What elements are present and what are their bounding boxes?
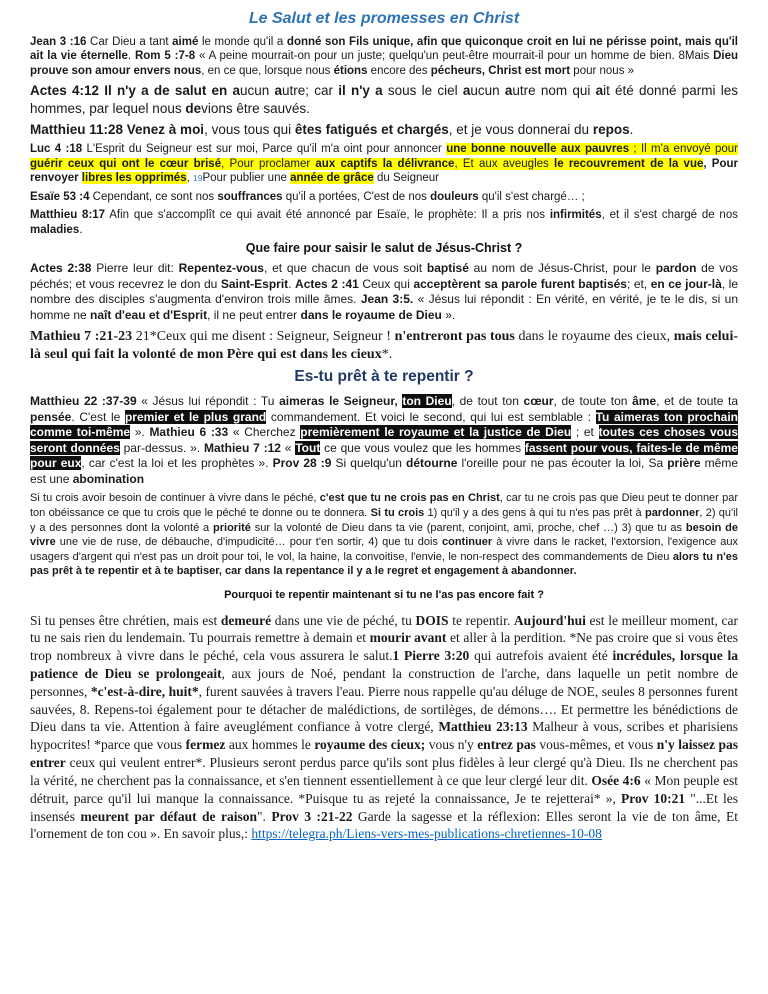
text-run: ».	[441, 307, 456, 322]
text-run: pensée	[30, 409, 72, 424]
text-run: Actes 2:38	[30, 261, 92, 276]
text-run: le recouvrement de la vue	[554, 157, 704, 170]
text-run: au nom de Jésus-Christ, pour le	[468, 261, 656, 276]
text-run: Rom 5 :7-8	[134, 50, 196, 63]
text-run: ,	[186, 172, 193, 185]
text-run: Actes 4:12 Il n'y a de salut en a	[30, 83, 241, 99]
text-run: , de tout ton	[451, 393, 524, 408]
paragraph-matthieu-11-28	[30, 121, 738, 138]
text-run: , vous tous qui	[204, 121, 295, 137]
text-run: premièrement le royaume et la justice de Dieu	[300, 425, 572, 440]
text-run: 21*Ceux qui me disent : Seigneur, Seigneur !	[135, 328, 395, 344]
text-run: utre nom qui	[512, 83, 596, 99]
text-run: 1 Pierre 3:20	[392, 648, 470, 664]
text-run: Si quelqu'un	[331, 456, 407, 471]
text-run: Repentez-vous	[178, 261, 264, 276]
text-run: Jean 3:5.	[360, 292, 414, 307]
text-run: DOIS	[415, 612, 449, 628]
paragraph-matthieu-8-17	[30, 208, 738, 237]
text-run: Actes 2 :41	[295, 276, 359, 291]
text-run: pour nous »	[570, 64, 635, 77]
text-run: Si tu penses être chrétien, mais est	[30, 612, 221, 628]
text-run: à vivre dans le racket, l'extorsion, l'exigence aux usagers d'argent qui n'est pas un droit pour toi, le vol, la haine, la convoitise, l'envie, le non-respect des commandements de Dieu	[30, 536, 738, 563]
text-run: Matthieu 22 :37-39	[30, 393, 137, 408]
text-run: maladies	[30, 223, 80, 236]
text-run: ; Il m'a envoyé pour	[629, 143, 738, 156]
text-run: , en ce que, lorsque nous	[201, 64, 334, 77]
heading-que-faire: Que faire pour saisir le salut de Jésus-Christ ?	[245, 241, 523, 256]
text-run: de	[185, 100, 202, 116]
text-run: « A peine mourrait-on pour un juste; quelqu'un peut-être mourrait-il pour un homme de bien. 8Mais	[195, 50, 714, 63]
text-run: ceux qui veulent entrer*. Plusieurs seront perdus parce qu'ils sont plus fidèles à leur clergé qu'à Dieu. Ils ne cherchent pas la vérité, ne cherchent pas la connaissance, et s'en tiennent essentiellement à ce que leur clergé leur dit.	[30, 755, 738, 788]
text-run: souffrances	[217, 190, 283, 203]
text-run: qu'il s'est chargé… ;	[478, 190, 585, 203]
heading-pourquoi-repentir: Pourquoi te repentir maintenant si tu ne l'as pas encore fait ?	[224, 588, 544, 601]
text-run: n'y laissez pas entrer	[30, 737, 738, 771]
text-run: fassent pour vous, faites-le de même pour eux	[30, 440, 738, 471]
text-run: , Et aux aveugles	[454, 157, 554, 170]
text-run: âme	[632, 393, 657, 408]
text-run: « Mon peuple est détruit, parce qu'il lui manque la connaissance. *Puisque tu as rejeté la connaissance, Je te rejetterai* »,	[30, 772, 738, 806]
text-run: Tu aimeras ton prochain comme toi-même	[30, 409, 738, 440]
paragraph-final	[30, 612, 738, 844]
text-run: meurent par défaut de raison	[80, 808, 257, 824]
text-run: , aux jours de Noé, pendant la construction de l'arche, dans laquelle un petit nombre de personnes,	[30, 666, 738, 699]
text-run: a	[595, 83, 604, 99]
text-run: l'oreille pour ne pas écouter la loi, Sa	[457, 456, 668, 471]
text-run: Aujourd'hui	[513, 612, 586, 628]
text-run: premier et le plus grand	[124, 409, 267, 424]
text-run: , et que chacun de vous soit	[263, 261, 427, 276]
text-run: Si tu crois avoir besoin de continuer à vivre dans le péché,	[30, 492, 320, 505]
text-run: et aller à la perdition. *Ne pas croire que si vous êtes trop nombreux à vivre dans le péché, cela vous assurera le salut.	[30, 630, 739, 664]
text-run: qui autrefois avaient été	[469, 648, 613, 664]
text-run: vions être sauvés.	[201, 100, 310, 116]
text-run: sous le ciel	[382, 83, 463, 99]
text-run: royaume des cieux;	[314, 737, 426, 753]
text-run: Tout	[295, 440, 321, 455]
text-run: Prov 10:21	[621, 790, 686, 806]
text-run: Prov 28 :9	[272, 456, 332, 471]
text-run: Esaïe 53 :4	[30, 190, 90, 203]
text-run: libres les opprimés	[81, 172, 187, 185]
text-run: dans le royaume des cieux,	[514, 328, 674, 344]
text-run: te repentir.	[448, 612, 514, 628]
text-run: alors tu n'es pas prêt à te repentir et à te baptiser, car dans la repentance il y a le regret et engagement à abandonner.	[30, 550, 738, 578]
text-run: it été donné parmi les hommes, par lequel nous	[30, 83, 739, 116]
text-run: , Pour proclamer	[221, 157, 316, 170]
text-run: Jean 3 :16	[30, 36, 91, 48]
text-run: guérir ceux qui ont le cœur brisé	[30, 157, 222, 170]
telegraph-link[interactable]: https://telegra.ph/Liens-vers-mes-publications-chretiennes-10-08	[251, 826, 602, 842]
text-run: « Cherchez	[228, 425, 301, 440]
text-run: une bonne nouvelle aux pauvres	[446, 143, 630, 156]
text-run: , de toute ton	[553, 393, 633, 408]
text-run: douleurs	[430, 190, 479, 203]
text-run: est le meilleur moment, car tu ne sais rien du lendemain. Tu pourrais remettre à demain et	[30, 612, 738, 646]
text-run: vous n'y	[425, 737, 478, 753]
text-run: Mathieu 7 :21-23	[30, 328, 136, 344]
text-run: Ceux qui	[358, 276, 414, 291]
text-run: abomination	[72, 471, 145, 486]
text-run: , 2) qu'il y a des personnes dont la volonté a	[30, 506, 738, 534]
text-run: .	[629, 121, 634, 137]
text-run: Osée 4:6	[591, 772, 641, 788]
paragraph-actes-4-12	[30, 82, 738, 117]
paragraph-luc-4-18	[30, 142, 738, 185]
text-run: sur la volonté de Dieu dans ta vie (parent, conjoint, ami, proche, chef …) 3) que tu as	[250, 521, 686, 534]
text-run: il n'y a	[338, 83, 383, 99]
text-run: Cependant, ce sont nos	[89, 190, 218, 203]
text-run: « Jésus lui répondit : En vérité, en vérité, je te le dis, si un homme ne	[30, 292, 738, 322]
paragraph-jean-3-16-rom-5-7-8	[30, 35, 738, 78]
text-run: «	[280, 440, 296, 455]
text-run: étions	[333, 64, 368, 77]
text-run: toutes ces choses vous seront données	[30, 425, 739, 455]
text-run: a	[274, 83, 283, 99]
text-run: utre; car	[282, 83, 339, 99]
text-run: aux hommes le	[225, 737, 315, 753]
document-title: Le Salut et les promesses en Christ	[248, 10, 520, 27]
text-run: , car c'est la loi et les prophètes ».	[81, 456, 273, 471]
text-run: mourir avant	[369, 630, 447, 646]
text-run: par-dessus. ».	[119, 440, 204, 455]
text-run: , car tu ne crois pas que Dieu peut te donner par ton obéissance ce que tu crois que le péché te donne ou te donnera.	[30, 492, 738, 519]
text-run: aimeras le Seigneur,	[279, 393, 403, 408]
text-run: Matthieu 8:17	[30, 209, 106, 222]
text-run: besoin de vivre	[30, 521, 739, 549]
text-run: vous-mêmes, et vous	[535, 737, 657, 753]
text-run: ce que vous voulez que les hommes	[320, 440, 525, 455]
text-run: incrédules, lorsque la patience de Dieu se prolongeait	[30, 648, 738, 681]
text-run: en ce jour-là	[650, 276, 722, 291]
text-run: une vie de ruse, de débauche, d'impudicité… pour t'en sortir, 4) que tu dois	[55, 536, 442, 549]
heading-es-tu-pret: Es-tu prêt à te repentir ?	[294, 367, 474, 385]
text-run: ».	[130, 425, 150, 440]
text-run: Afin que s'accomplît ce qui avait été annoncé par Esaïe, le prophète: Il a pris nos	[105, 209, 550, 222]
text-run: êtes fatigués et chargés	[294, 121, 449, 137]
text-run: aimé	[172, 36, 199, 48]
text-run: a	[504, 83, 513, 99]
text-run: ".	[257, 808, 272, 824]
text-run: repos	[592, 121, 630, 137]
text-run: Malheur à vous, scribes et pharisiens hypocrites! *parce que vous	[30, 719, 738, 753]
text-run: .	[79, 223, 83, 236]
text-run: fermez	[185, 737, 226, 753]
text-run: *.	[381, 346, 393, 362]
text-run: mais celui-là seul qui fait la volonté de mon Père qui est dans les cieux	[30, 328, 738, 362]
text-run: L'Esprit du Seigneur est sur moi, Parce qu'il m'a oint pour annoncer	[82, 143, 447, 156]
text-run: continuer	[442, 536, 493, 549]
text-run: pécheurs, Christ est mort	[430, 64, 571, 77]
text-run: ; et,	[626, 276, 651, 291]
text-run: c'est que tu ne crois pas en Christ	[319, 492, 500, 505]
text-run: qu'il a portées, C'est de nos	[282, 190, 431, 203]
text-run: , le nombre des disciples s'augmenta d'environ trois mille âmes.	[30, 276, 739, 307]
text-run: même est une	[30, 456, 739, 486]
text-run: le monde qu'il a	[198, 36, 287, 48]
text-run: détourne	[406, 456, 458, 471]
paragraph-esaie-53-4	[30, 190, 738, 204]
text-run: "...Et les insensés	[30, 790, 738, 824]
text-run: encore des	[367, 64, 431, 77]
text-run: , Pour renvoyer	[30, 157, 739, 185]
text-run: Saint-Esprit	[220, 276, 289, 291]
text-run: pardon	[655, 261, 697, 276]
text-run: Prov 3 :21-22	[271, 808, 353, 824]
text-run: cœur	[523, 393, 554, 408]
text-run: , et de toute ta	[656, 393, 739, 408]
text-run: *c'est-à-dire, huit*	[90, 683, 199, 699]
text-run: Mathieu 6 :33	[149, 425, 229, 440]
verse-number: 19	[193, 173, 203, 184]
text-run: Car Dieu a tant	[90, 36, 173, 48]
paragraph-si-tu-crois	[30, 491, 738, 578]
text-run: « Jésus lui répondit : Tu	[136, 393, 280, 408]
text-run: Si tu crois	[370, 506, 425, 519]
text-run: Matthieu 23:13	[438, 719, 528, 735]
text-run: entrez pas	[477, 737, 536, 753]
paragraph-matthieu-22-37-39	[30, 394, 738, 488]
text-run: .	[288, 276, 296, 291]
text-run: Luc 4 :18	[30, 143, 83, 156]
text-run: dans une vie de péché, tu	[271, 612, 416, 628]
text-run: , et il s'est chargé de nos	[601, 209, 738, 222]
text-run: acceptèrent sa parole furent baptisés	[413, 276, 627, 291]
text-run: Pierre leur dit:	[91, 261, 179, 276]
paragraph-mathieu-7-21-23	[30, 328, 738, 364]
text-run: année de grâce	[290, 172, 374, 185]
text-run: infirmités	[549, 209, 602, 222]
text-run: prière	[667, 456, 701, 471]
text-run: donné son Fils unique, afin que quiconque croit en lui ne périsse point, mais qu'il ait la vie éternelle	[30, 36, 738, 63]
text-run: , il ne peut entrer	[207, 307, 301, 322]
text-run: baptisé	[426, 261, 469, 276]
text-run: naît d'eau et d'Esprit	[90, 307, 208, 322]
text-run: ucun	[470, 83, 505, 99]
text-run: . C'est le	[71, 409, 125, 424]
text-run: Garde la sagesse et la réflexion: Elles seront la vie de ton âme, Et l'ornement de ton cou ». En savoir plus,:	[30, 808, 738, 842]
text-run: Matthieu 11:28 Venez à moi	[30, 121, 205, 137]
text-run: pardonner	[644, 506, 700, 519]
text-run: du Seigneur	[373, 172, 440, 185]
text-run: , et je vous donnerai du	[448, 121, 593, 137]
text-run: Dieu prouve son amour envers nous	[30, 50, 738, 77]
text-run: Pour publier une	[202, 172, 291, 185]
text-run: commandement. Et voici le second, qui lui est semblable :	[266, 409, 596, 424]
text-run: Mathieu 7 :12	[203, 440, 281, 455]
text-run: priorité	[213, 521, 251, 534]
text-run: n'entreront pas tous	[394, 328, 515, 344]
text-run: 1) qu'il y a des gens à qui tu n'es pas prêt à	[424, 506, 645, 519]
text-run: de vos péchés; et vous recevrez le don du	[30, 261, 738, 291]
text-run: ucun	[240, 83, 275, 99]
text-run: dans le royaume de Dieu	[300, 307, 442, 322]
text-run: a	[462, 83, 471, 99]
paragraph-actes-2-38	[30, 261, 738, 323]
text-run: ton Dieu	[402, 393, 452, 408]
text-run: aux captifs la délivrance	[315, 157, 455, 170]
text-run: .	[127, 50, 135, 63]
text-run: demeuré	[220, 612, 272, 628]
text-run: ; et	[571, 425, 599, 440]
text-run: , furent sauvées à travers l'eau. Pierre nous rappelle qu'au déluge de NOE, seules 8 personnes furent sauvées, 8. Repens-toi également pour te détacher de malédictions, de sortilèges, de démons…. Et permettre les bénédictions de Dieu dans ta vie. Attention à faire aveuglément confiance à votre clergé,	[30, 683, 738, 735]
